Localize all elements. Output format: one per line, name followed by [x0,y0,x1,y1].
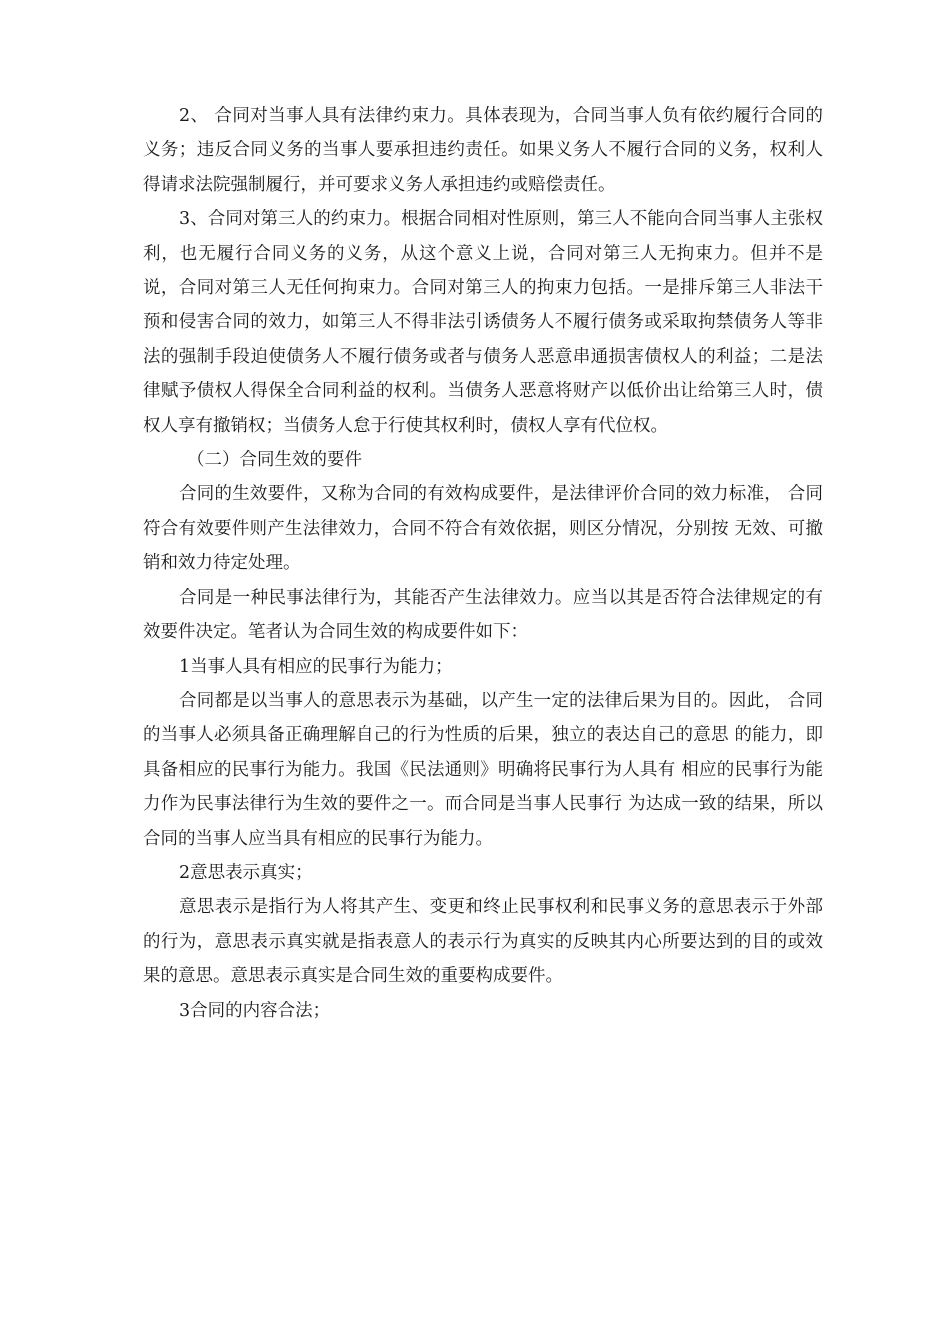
paragraph-civil-legal-act: 合同是一种民事法律行为，其能否产生法律效力。应当以其是否符合法律规定的有效要件决定。笔者认为合同生效的构成要件如下： [143,587,823,643]
item-heading-lawful-content: 3合同的内容合法； [179,1000,331,1021]
paragraph-effective-conditions-definition: 合同的生效要件，又称为合同的有效构成要件，是法律评价合同的效力标准， 合同符合有效要件则产生法律效力，合同不符合有效依据，则区分情况，分别按 无效、可撤销和效力待定处理。 [143,484,823,574]
paragraph-binding-force-third-party: 3、合同对第三人的约束力。根据合同相对性原则，第三人不能向合同当事人主张权利，也无履行合同义务的义务，从这个意义上说，合同对第三人无拘束力。但并不是说，合同对第三人无任何拘束力。合同对第三人的拘束力包括。一是排斥第三人非法干预和侵害合同的效力，如第三人不得非法引诱债务人不履行债务或采取拘禁债务人等非法的强制手段迫使债务人不履行债务或者与债务人恶意串通损害债权人的利益；二是法律赋予债权人得保全合同利益的权利。当债务人恶意将财产以低价出让给第三人时，债权人享有撤销权；当债务人怠于行使其权利时，债权人享有代位权。 [143,209,823,436]
item-heading-true-intent: 2意思表示真实； [179,862,313,883]
paragraph-true-intent: 意思表示是指行为人将其产生、变更和终止民事权利和民事义务的意思表示于外部的行为，意思表示真实就是指表意人的表示行为真实的反映其内心所要达到的目的或效果的意思。意思表示真实是合同生效的重要构成要件。 [143,897,823,987]
item-heading-capacity: 1当事人具有相应的民事行为能力； [179,656,453,677]
document-body [143,99,823,1028]
section-heading-effective-conditions: （二）合同生效的要件 [187,450,362,471]
paragraph-capacity: 合同都是以当事人的意思表示为基础，以产生一定的法律后果为目的。因此， 合同的当事人必须具备正确理解自己的行为性质的后果，独立的表达自己的意思 的能力，即具备相应的民事行为能力。我国《民法通则》明确将民事行为人具有 相应的民事行为能力作为民事法律行为生效的要件之一。而合同是当事人民事行 为达成一致的结果，所以合同的当事人应当具有相应的民事行为能力。 [143,690,823,849]
paragraph-binding-force-parties: 2、 合同对当事人具有法律约束力。具体表现为，合同当事人负有依约履行合同的义务；违反合同义务的当事人要承担违约责任。如果义务人不履行合同的义务，权利人得请求法院强制履行，并可要求义务人承担违约或赔偿责任。 [143,106,823,195]
